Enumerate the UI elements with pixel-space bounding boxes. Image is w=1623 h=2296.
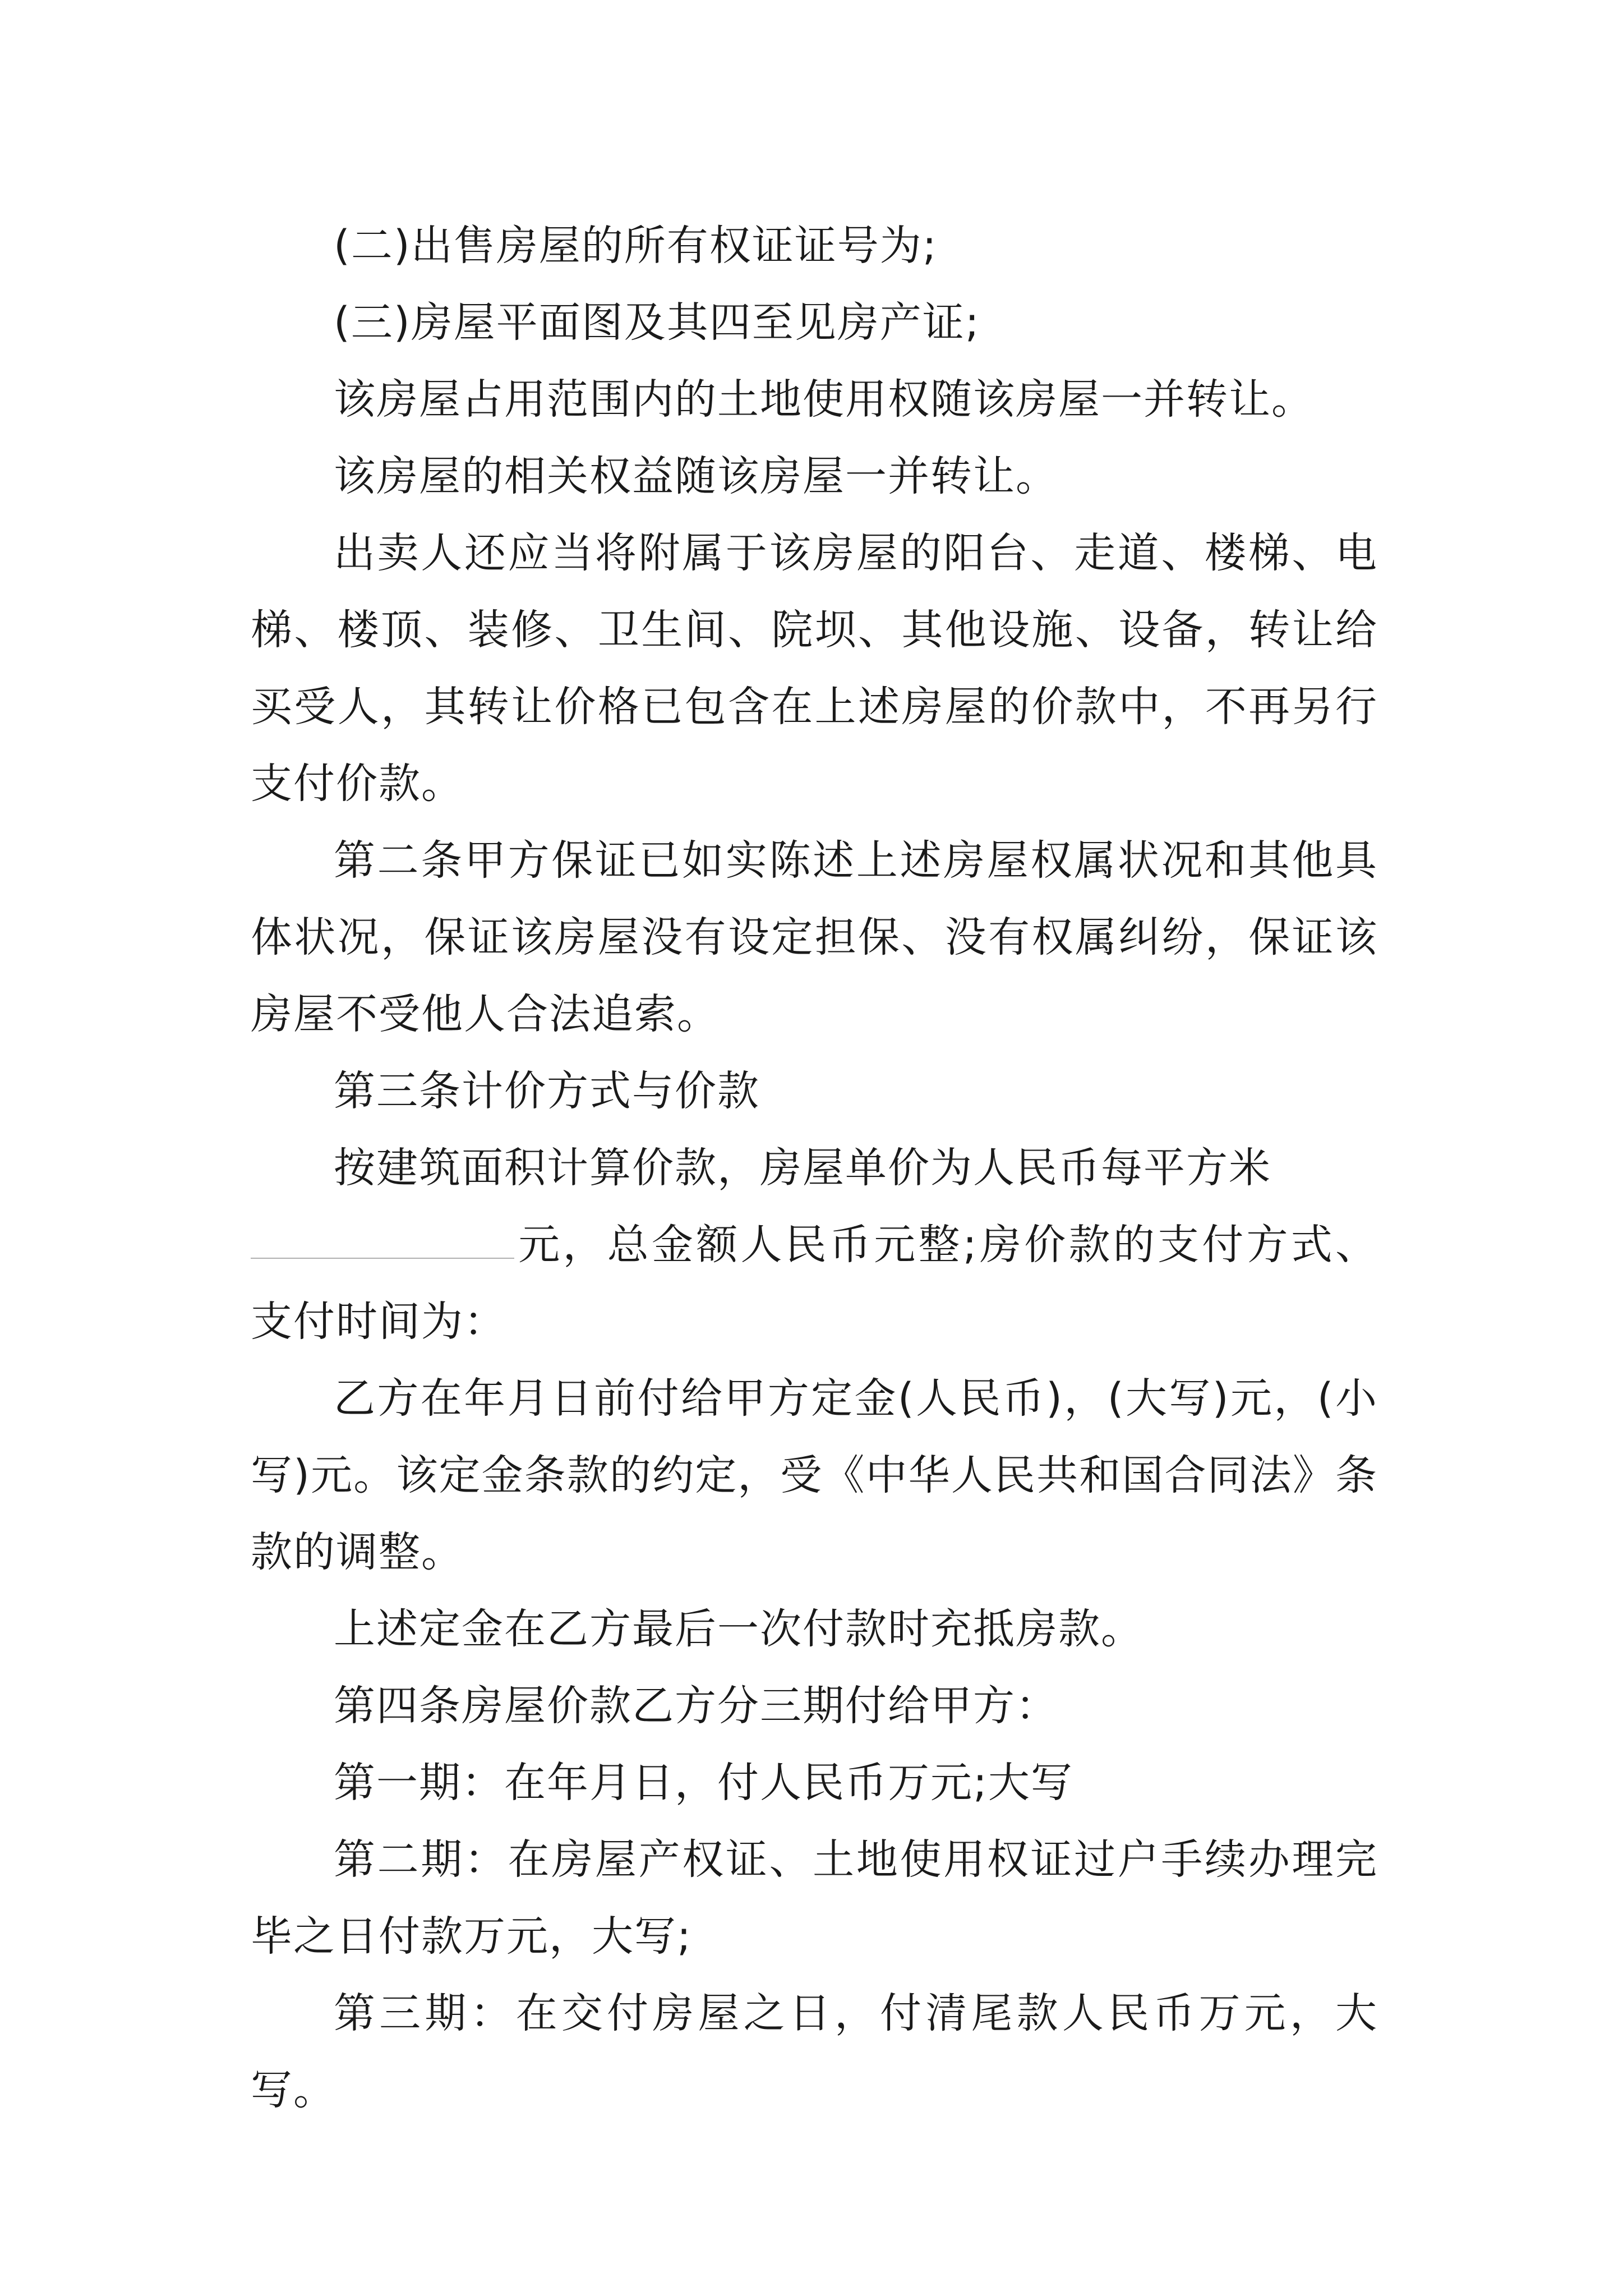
blank-unit-price-line xyxy=(251,1224,514,1259)
paragraph-floor-plan: (三)房屋平面图及其四至见房产证; xyxy=(334,298,980,347)
paragraph-article-2: 第二条甲方保证已如实陈述上述房屋权属状况和其他具体状况，保证该房屋没有设定担保、没有权属纠纷，保证该房屋不受他人合法追索。 xyxy=(251,836,1378,1038)
paragraph-land-use-right: 该房屋占用范围内的土地使用权随该房屋一并转让。 xyxy=(334,375,1314,424)
paragraph-ownership-certificate: (二)出售房屋的所有权证证号为; xyxy=(334,222,938,270)
document-body xyxy=(251,208,1378,2129)
paragraph-unit-price: 按建筑面积计算价款，房屋单价为人民币每平方米 xyxy=(334,1144,1271,1192)
paragraph-deposit: 乙方在年月日前付给甲方定金(人民币)，(大写)元，(小写)元。该定金条款的约定，受《中华人民共和国合同法》条款的调整。 xyxy=(251,1374,1378,1576)
paragraph-third-installment: 第三期：在交付房屋之日，付清尾款人民币万元，大写。 xyxy=(251,1989,1378,2114)
paragraph-deposit-offset: 上述定金在乙方最后一次付款时充抵房款。 xyxy=(334,1605,1144,1653)
paragraph-total-amount xyxy=(251,1207,1378,1360)
paragraph-attached-facilities: 出卖人还应当将附属于该房屋的阳台、走道、楼梯、电梯、楼顶、装修、卫生间、院坝、其他设施、设备，转让给买受人，其转让价格已包含在上述房屋的价款中，不再另行支付价款。 xyxy=(251,529,1378,808)
paragraph-article-4: 第四条房屋价款乙方分三期付给甲方： xyxy=(334,1682,1058,1730)
paragraph-related-rights: 该房屋的相关权益随该房屋一并转让。 xyxy=(334,452,1058,500)
total-amount-text: 元，总金额人民币元整;房价款的支付方式、支付时间为： xyxy=(251,1221,1378,1346)
paragraph-article-3-heading: 第三条计价方式与价款 xyxy=(334,1067,760,1115)
paragraph-first-installment: 第一期：在年月日，付人民币万元;大写 xyxy=(334,1759,1073,1807)
paragraph-second-installment: 第二期：在房屋产权证、土地使用权证过户手续办理完毕之日付款万元，大写; xyxy=(251,1835,1378,1961)
